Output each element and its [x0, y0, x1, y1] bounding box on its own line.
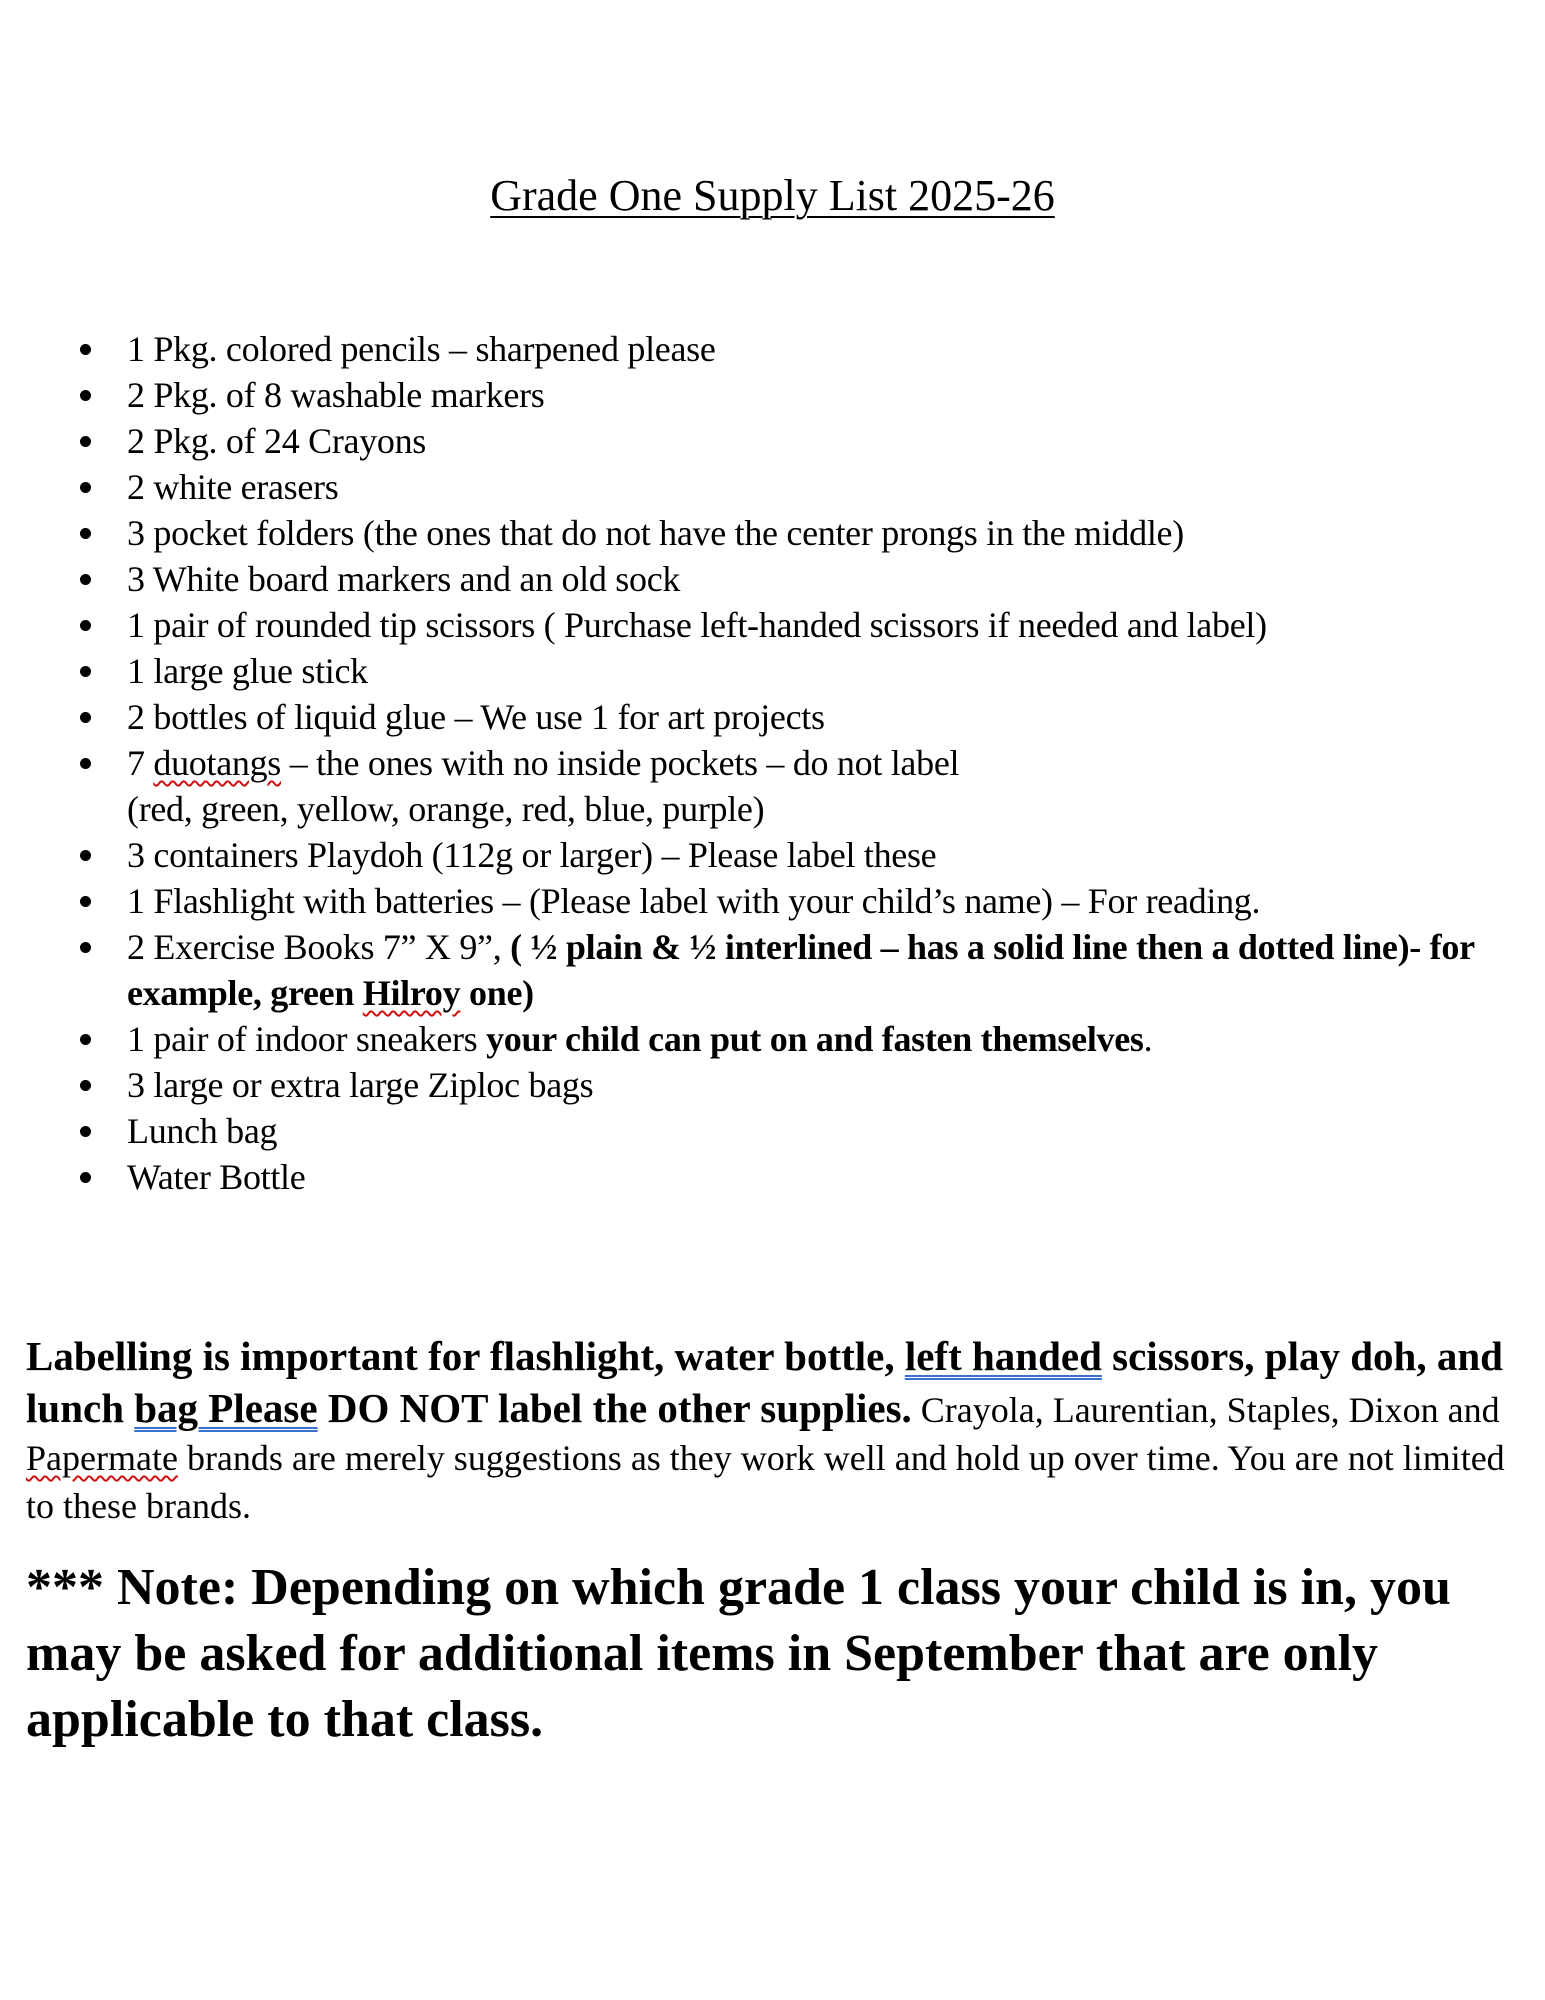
item-text: 2 bottles of liquid glue – We use 1 for art projects	[127, 697, 825, 737]
item-text: 3 large or extra large Ziploc bags	[127, 1065, 594, 1105]
item-bold-text: your child can put on and fasten themselves	[486, 1019, 1144, 1059]
labelling-text: brands are merely suggestions as they work well and hold up over time. You are not limited to these brands.	[26, 1438, 1505, 1526]
list-item	[0, 1108, 1545, 1154]
list-item	[0, 418, 1545, 464]
item-text: 3 White board markers and an old sock	[127, 559, 681, 599]
list-item	[0, 1154, 1545, 1200]
item-text: Lunch bag	[127, 1111, 278, 1151]
item-text: 2 Pkg. of 24 Crayons	[127, 421, 426, 461]
item-text: Water Bottle	[127, 1157, 306, 1197]
document-title	[0, 170, 1545, 222]
list-item	[0, 602, 1545, 648]
item-text: 1 pair of indoor sneakers	[127, 1019, 487, 1059]
item-text: 3 pocket folders (the ones that do not have the center prongs in the middle)	[127, 513, 1184, 553]
item-text: (red, green, yellow, orange, red, blue, purple)	[127, 789, 765, 829]
item-text: 7	[127, 743, 154, 783]
spellcheck-word: Papermate	[26, 1438, 178, 1478]
labelling-bold-text: scissors, play doh, and lunch	[26, 1333, 1503, 1431]
list-item	[0, 694, 1545, 740]
title-text: Grade One Supply List 2025-26	[490, 171, 1055, 220]
list-item	[0, 832, 1545, 878]
list-item	[0, 326, 1545, 372]
labelling-bold-text: DO NOT label the other supplies.	[317, 1385, 912, 1431]
item-text: 1 Pkg. colored pencils – sharpened please	[127, 329, 716, 369]
grammar-check-phrase: left handed	[904, 1333, 1102, 1379]
list-item	[0, 1016, 1545, 1062]
item-text: – the ones with no inside pockets – do not label	[281, 743, 960, 783]
supply-list	[0, 326, 1545, 1200]
list-item	[0, 1062, 1545, 1108]
item-text: 3 containers Playdoh (112g or larger) – Please label these	[127, 835, 937, 875]
note-paragraph: *** Note: Depending on which grade 1 class your child is in, you may be asked for additional items in September that are only applicable to that class.	[26, 1559, 1451, 1748]
list-item	[0, 740, 1545, 832]
list-item	[0, 556, 1545, 602]
list-item	[0, 510, 1545, 556]
item-text: 2 white erasers	[127, 467, 339, 507]
labelling-paragraph	[26, 1330, 1526, 1530]
list-item	[0, 878, 1545, 924]
item-text: 1 pair of rounded tip scissors ( Purchase left-handed scissors if needed and label)	[127, 605, 1267, 645]
item-bold-text: one)	[460, 973, 534, 1013]
spellcheck-word: duotangs	[153, 743, 281, 783]
item-text: 1 Flashlight with batteries – (Please label with your child’s name) – For reading.	[127, 881, 1261, 921]
item-text: .	[1143, 1019, 1153, 1059]
list-item	[0, 648, 1545, 694]
item-bold-text: ( ½ plain & ½ interlined – has a solid line then a dotted line)- for example, green	[127, 927, 1475, 1013]
item-text: 1 large glue stick	[127, 651, 368, 691]
labelling-bold-text: Labelling is important for flashlight, water bottle,	[26, 1333, 905, 1379]
list-item	[0, 464, 1545, 510]
list-item	[0, 372, 1545, 418]
labelling-text: Crayola, Laurentian, Staples, Dixon and	[911, 1390, 1500, 1430]
grammar-check-phrase: bag Please	[134, 1385, 318, 1431]
spellcheck-word: Hilroy	[362, 973, 461, 1013]
item-text: 2 Exercise Books 7” X 9”,	[127, 927, 511, 967]
list-item	[0, 924, 1545, 1016]
item-text: 2 Pkg. of 8 washable markers	[127, 375, 545, 415]
